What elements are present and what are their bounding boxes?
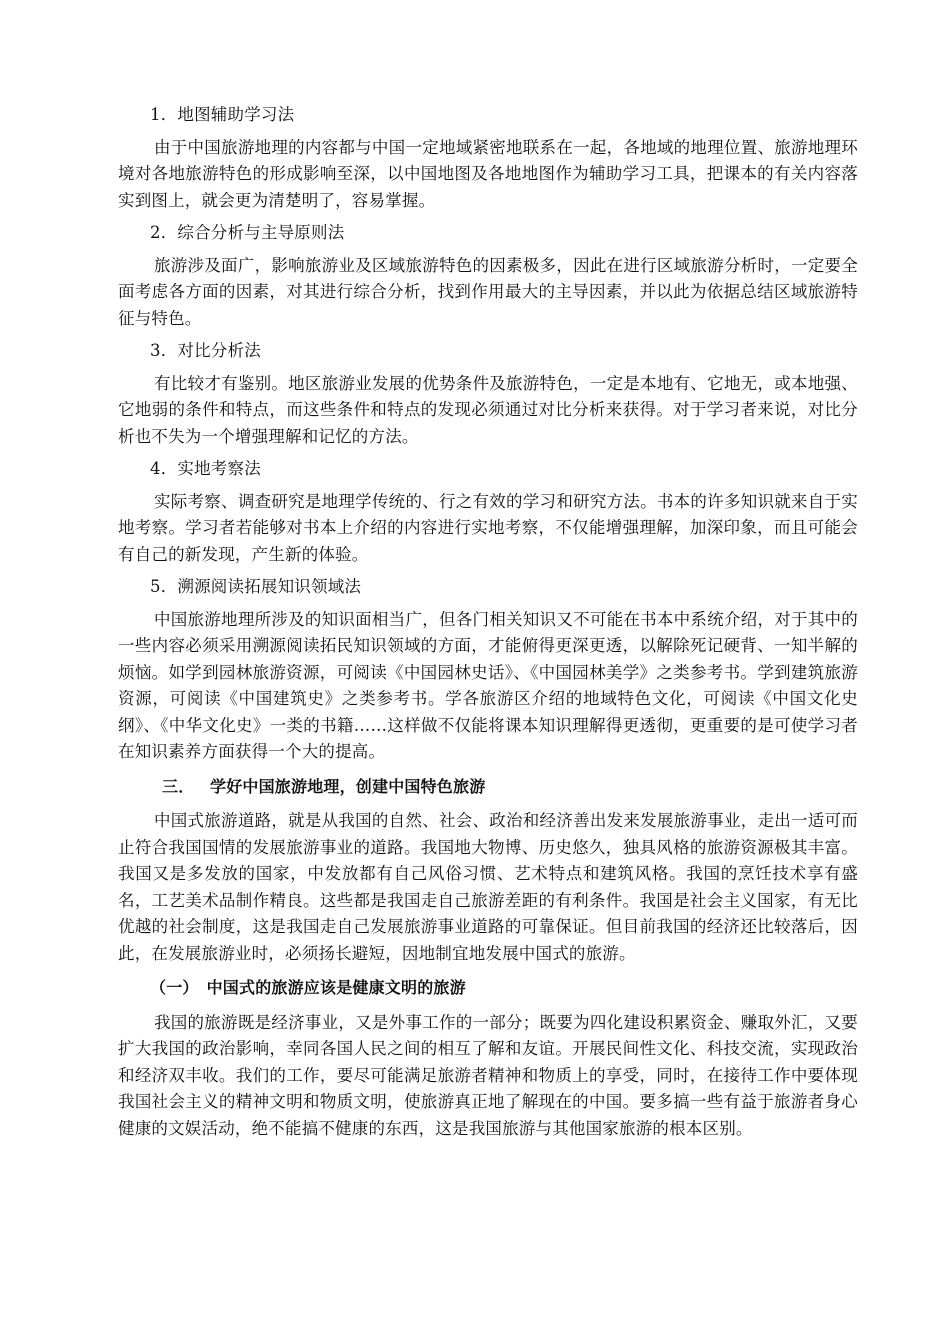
method-5-heading: 5．溯源阅读拓展知识领域法: [150, 577, 362, 596]
subsection-1-title: 中国式的旅游应该是健康文明的旅游: [206, 978, 466, 997]
method-4-body: 实际考察、调查研究是地理学传统的、行之有效的学习和研究方法。书本的许多知识就来自于实地考察。学习者若能够对书本上介绍的内容进行实地考察，不仅能增强理解，加深印象，而且可能会有自己的新发现，产生新的体验。: [118, 491, 858, 564]
method-3-body: 有比较才有鉴别。地区旅游业发展的优势条件及旅游特色，一定是本地有、它地无，或本地强、它地弱的条件和特点，而这些条件和特点的发现必须通过对比分析来获得。对于学习者来说，对比分析也不失为一个增强理解和记忆的方法。: [118, 373, 858, 446]
section-3-body: 中国式旅游道路，就是从我国的自然、社会、政治和经济善出发来发展旅游事业，走出一适可而止符合我国国情的发展旅游事业的道路。我国地大物博、历史悠久，独具风格的旅游资源极其丰富。我国又是多发放的国家，中发放都有自己风俗习惯、艺术特点和建筑风格。我国的烹饪技术享有盛名，工艺美术品制作精良。这些都是我国走自己旅游差距的有利条件。我国是社会主义国家，有无比优越的社会制度，这是我国走自己发展旅游事业道路的可靠保证。但目前我国的经济还比较落后，因此，在发展旅游业时，必须扬长避短，因地制宜地发展中国式的旅游。: [118, 811, 858, 963]
method-1-body: 由于中国旅游地理的内容都与中国一定地域紧密地联系在一起，各地域的地理位置、旅游地理环境对各地旅游特色的形成影响至深，以中国地图及各地地图作为辅助学习工具，把课本的有关内容落实到图上，就会更为清楚明了，容易掌握。: [118, 137, 858, 210]
section-3-title: 学好中国旅游地理，创建中国特色旅游: [210, 776, 486, 796]
method-2-body: 旅游涉及面广，影响旅游业及区域旅游特色的因素极多，因此在进行区域旅游分析时，一定要全面考虑各方面的因素，对其进行综合分析，找到作用最大的主导因素，并以此为依据总结区域旅游特征与特色。: [118, 255, 858, 328]
method-5-body: 中国旅游地理所涉及的知识面相当广，但各门相关知识又不可能在书本中系统介绍，对于其中的一些内容必须采用溯源阅读拓民知识领域的方面，才能俯得更深更透，以解除死记硬背、一知半解的烦恼。如学到园林旅游资源，可阅读《中国园林史话》、《中国园林美学》之类参考书。学到建筑旅游资源，可阅读《中国建筑史》之类参考书。学各旅游区介绍的地域特色文化，可阅读《中国文化史纲》、《中华文化史》一类的书籍……这样做不仅能将课本知识理解得更透彻，更重要的是可使学习者在知识素养方面获得一个大的提高。: [118, 609, 858, 761]
method-3-heading: 3．对比分析法: [150, 341, 261, 360]
subsection-1-body: 我国的旅游既是经济事业，又是外事工作的一部分；既要为四化建设积累资金、赚取外汇，又要扩大我国的政治影响，幸同各国人民之间的相互了解和友谊。开展民间性文化、科技交流，实现政治和经济双丰收。我们的工作，要尽可能满足旅游者精神和物质上的享受，同时，在接待工作中要体现我国社会主义的精神文明和物质文明，使旅游真正地了解现在的中国。要多搞一些有益于旅游者身心健康的文娱活动，绝不能搞不健康的东西，这是我国旅游与其他国家旅游的根本区别。: [118, 1012, 858, 1138]
subsection-1-heading: [118, 975, 858, 1002]
document-page: [118, 96, 858, 1148]
method-4-heading: 4．实地考察法: [150, 459, 261, 478]
section-3-number: 三．: [162, 776, 195, 796]
subsection-1-number: （一）: [150, 978, 199, 997]
method-2-heading: 2．综合分析与主导原则法: [150, 223, 345, 242]
method-1-heading: 1．地图辅助学习法: [150, 105, 295, 124]
section-3-heading: [118, 774, 858, 801]
